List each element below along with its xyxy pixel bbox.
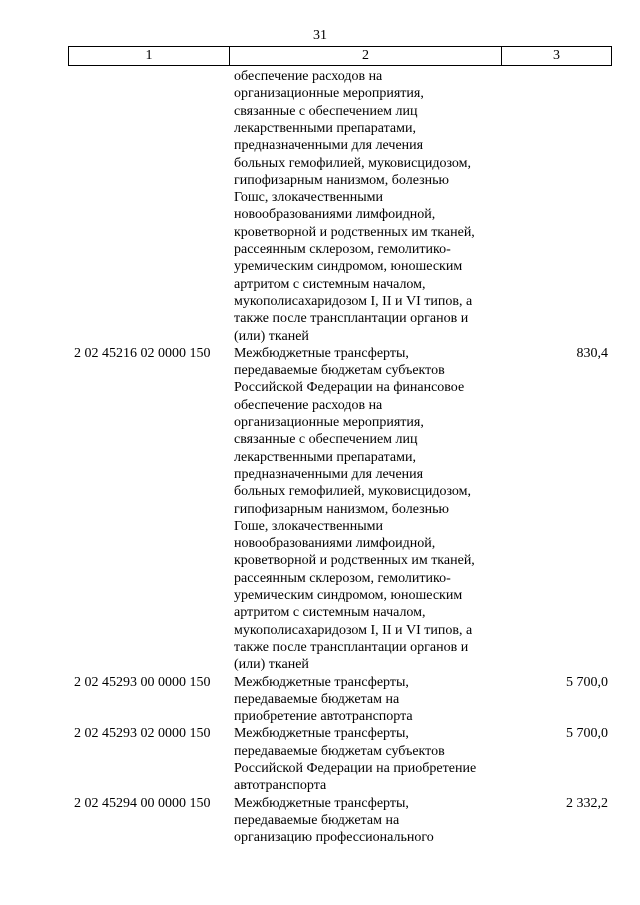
description-line: приобретение автотранспорта: [234, 709, 413, 725]
description-line: артритом с системным началом,: [234, 276, 426, 292]
description-line: артритом с системным началом,: [234, 605, 426, 621]
description-line: Российской Федерации на финансовое: [234, 380, 465, 396]
amount-value: 2 332,2: [566, 795, 608, 811]
description-line: больных гемофилией, муковисцидозом,: [234, 484, 472, 500]
description-line: Гоше, злокачественными: [234, 518, 384, 534]
description-line: организационные мероприятия,: [234, 415, 424, 430]
description-line: предназначенными для лечения: [234, 138, 424, 154]
description-line: гипофизарным нанизмом, болезнью: [234, 172, 449, 188]
description-line: передаваемые бюджетам на: [234, 691, 400, 707]
description-line: рассеянным склерозом, гемолитико-: [234, 570, 451, 586]
description-line: также после трансплантации органов и: [234, 639, 469, 655]
description-line: Межбюджетные трансферты,: [234, 795, 409, 811]
description-line: Российской Федерации на приобретение: [234, 761, 477, 776]
description-line: связанные с обеспечением лиц: [234, 432, 418, 448]
description-line: уремическим синдромом, юношеским: [234, 588, 463, 603]
header-col-1: 1: [69, 47, 230, 65]
header-col-2: 2: [230, 47, 502, 65]
header-col-3: 3: [553, 48, 560, 63]
description-line: организационные мероприятия,: [234, 86, 424, 102]
budget-code: 2 02 45293 02 0000 150: [74, 726, 211, 742]
amount-value: 5 700,0: [566, 726, 608, 742]
description-line: кроветворной и родственных им тканей,: [234, 553, 475, 569]
description-line: обеспечение расходов на: [234, 69, 383, 84]
description-line: лекарственными препаратами,: [234, 449, 416, 465]
description-line: передаваемые бюджетам субъектов: [234, 363, 445, 379]
amount-value: 5 700,0: [566, 674, 608, 690]
description-line: также после трансплантации органов и: [234, 311, 469, 327]
budget-code: 2 02 45294 00 0000 150: [74, 795, 211, 811]
page-number: 31: [313, 28, 327, 43]
description-line: передаваемые бюджетам на: [234, 812, 400, 828]
description-line: лекарственными препаратами,: [234, 120, 416, 136]
description-line: новообразованиями лимфоидной,: [234, 536, 436, 552]
description-line: Гошс, злокачественными: [234, 190, 384, 206]
description-line: кроветворной и родственных им тканей,: [234, 224, 475, 240]
description-line: Межбюджетные трансферты,: [234, 674, 409, 690]
budget-code: 2 02 45216 02 0000 150: [74, 345, 211, 361]
description-line: больных гемофилией, муковисцидозом,: [234, 155, 472, 171]
description-line: гипофизарным нанизмом, болезнью: [234, 501, 449, 517]
budget-code: 2 02 45293 00 0000 150: [74, 674, 211, 690]
description-line: рассеянным склерозом, гемолитико-: [234, 242, 451, 257]
description-line: организацию профессионального: [234, 830, 434, 846]
description-line: обеспечение расходов на: [234, 397, 383, 413]
description-line: мукополисахаридозом I, II и VI типов, а: [234, 293, 473, 309]
description-line: Межбюджетные трансферты,: [234, 345, 409, 361]
description-line: автотранспорта: [234, 778, 327, 794]
description-line: (или) тканей: [234, 328, 309, 344]
description-line: новообразованиями лимфоидной,: [234, 207, 436, 223]
description-line: Межбюджетные трансферты,: [234, 726, 409, 742]
amount-value: 830,4: [576, 345, 608, 361]
description-line: (или) тканей: [234, 657, 309, 673]
table-header: [68, 46, 612, 66]
description-line: мукополисахаридозом I, II и VI типов, а: [234, 622, 473, 638]
description-line: связанные с обеспечением лиц: [234, 103, 418, 119]
description-line: предназначенными для лечения: [234, 466, 424, 482]
description-line: уремическим синдромом, юношеским: [234, 259, 463, 275]
description-line: передаваемые бюджетам субъектов: [234, 743, 445, 759]
